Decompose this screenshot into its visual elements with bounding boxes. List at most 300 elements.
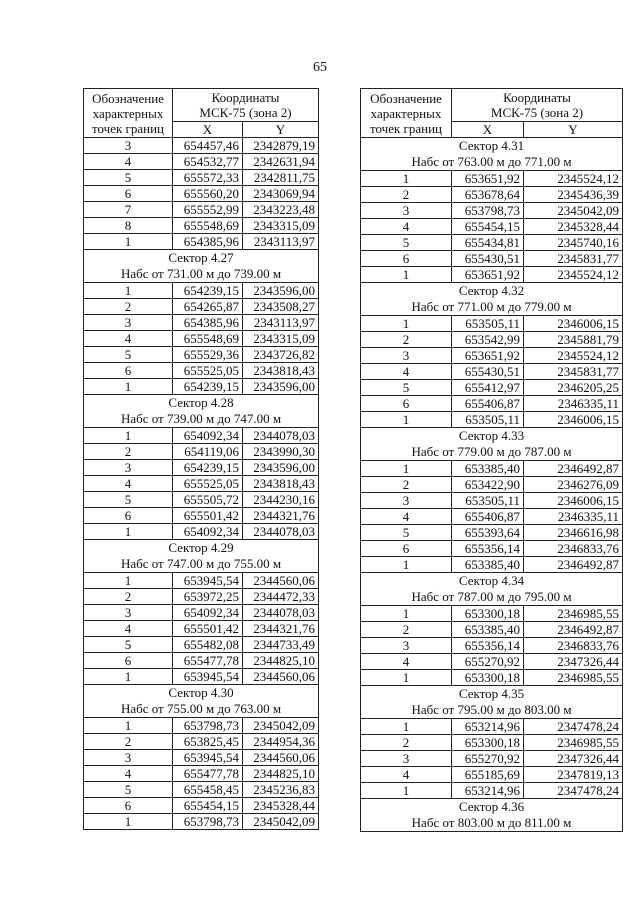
point-number: 3 (84, 138, 173, 154)
y-value: 2346833,76 (524, 638, 623, 654)
table-row (84, 718, 319, 734)
x-header: X (452, 122, 524, 138)
x-value: 653651,92 (452, 171, 524, 187)
y-value: 2343596,00 (243, 379, 319, 395)
y-value: 2344078,03 (243, 428, 319, 444)
point-number: 6 (84, 798, 173, 814)
y-value: 2343596,00 (243, 283, 319, 299)
sector-range: Набс от 763.00 м до 771.00 м (411, 154, 572, 169)
x-value: 653505,11 (452, 493, 524, 509)
sector-cell (361, 686, 623, 719)
point-number: 1 (84, 718, 173, 734)
x-value: 653422,90 (452, 477, 524, 493)
x-value: 654457,46 (173, 138, 243, 154)
y-value: 2344560,06 (243, 669, 319, 685)
x-value: 655525,05 (173, 476, 243, 492)
point-number: 2 (361, 735, 452, 751)
table-row (84, 476, 319, 492)
y-value: 2344560,06 (243, 750, 319, 766)
table-row (361, 332, 623, 348)
x-value: 653505,11 (452, 316, 524, 332)
x-value: 655412,97 (452, 380, 524, 396)
y-value: 2345042,09 (243, 718, 319, 734)
point-number: 3 (84, 750, 173, 766)
x-value: 655477,78 (173, 653, 243, 669)
table-row (84, 782, 319, 798)
point-number: 4 (361, 219, 452, 235)
table-row (361, 654, 623, 670)
table-row (84, 669, 319, 685)
table-row (361, 783, 623, 799)
point-number: 4 (84, 476, 173, 492)
point-number: 5 (84, 347, 173, 363)
x-value: 654092,34 (173, 605, 243, 621)
x-value: 655552,99 (173, 202, 243, 218)
y-header: Y (524, 122, 623, 138)
sector-cell (84, 540, 319, 573)
sector-title: Сектор 4.28 (168, 395, 234, 410)
point-number: 6 (84, 508, 173, 524)
sector-cell (84, 395, 319, 428)
x-value: 654532,77 (173, 154, 243, 170)
x-value: 655434,81 (452, 235, 524, 251)
x-value: 655477,78 (173, 766, 243, 782)
sector-title: Сектор 4.27 (168, 250, 234, 265)
y-value: 2343818,43 (243, 363, 319, 379)
sector-row (361, 428, 623, 461)
page-number: 65 (313, 60, 327, 75)
y-value: 2345236,83 (243, 782, 319, 798)
table-row (84, 363, 319, 379)
y-value: 2346335,11 (524, 509, 623, 525)
point-number: 1 (361, 783, 452, 799)
table-row (361, 525, 623, 541)
point-number: 1 (84, 234, 173, 250)
table-row (361, 219, 623, 235)
y-value: 2346985,55 (524, 670, 623, 686)
table-row (361, 493, 623, 509)
point-number: 2 (84, 299, 173, 315)
point-number: 7 (84, 202, 173, 218)
header-row (84, 89, 319, 122)
table-row (84, 766, 319, 782)
point-number: 2 (361, 332, 452, 348)
coordinates-table-left (83, 88, 319, 830)
x-value: 654092,34 (173, 428, 243, 444)
point-number: 6 (361, 396, 452, 412)
table-row (84, 508, 319, 524)
sector-row (361, 799, 623, 832)
y-value: 2345524,12 (524, 171, 623, 187)
x-value: 653798,73 (452, 203, 524, 219)
point-number: 1 (361, 267, 452, 283)
sector-title: Сектор 4.34 (458, 573, 525, 588)
table-row (361, 251, 623, 267)
header-line: Координаты (211, 90, 280, 105)
sector-range: Набс от 803.00 м до 811.00 м (411, 815, 572, 830)
header-line: точек границ (369, 120, 443, 136)
table-body-left (84, 89, 319, 830)
point-designation-header (84, 89, 173, 138)
x-value: 653825,45 (173, 734, 243, 750)
point-number: 1 (361, 461, 452, 477)
table-row (361, 509, 623, 525)
sector-title: Сектор 4.33 (458, 428, 525, 443)
point-number: 1 (84, 283, 173, 299)
x-value: 655529,36 (173, 347, 243, 363)
point-number: 3 (361, 638, 452, 654)
sector-row (84, 685, 319, 718)
coordinates-header (452, 89, 623, 122)
y-value: 2344321,76 (243, 508, 319, 524)
header-line: точек границ (91, 120, 165, 136)
y-value: 2342879,19 (243, 138, 319, 154)
sector-range: Набс от 755.00 м до 763.00 м (120, 701, 282, 716)
point-number: 5 (361, 380, 452, 396)
sector-row (361, 573, 623, 606)
y-value: 2345881,79 (524, 332, 623, 348)
point-number: 5 (361, 525, 452, 541)
y-value: 2343596,00 (243, 460, 319, 476)
table-row (84, 202, 319, 218)
y-value: 2345328,44 (243, 798, 319, 814)
point-number: 8 (84, 218, 173, 234)
table-row (84, 492, 319, 508)
table-row (84, 138, 319, 154)
x-value: 655560,20 (173, 186, 243, 202)
y-value: 2343113,97 (243, 234, 319, 250)
table-row (361, 735, 623, 751)
y-value: 2344560,06 (243, 573, 319, 589)
table-row (84, 331, 319, 347)
x-value: 655393,64 (452, 525, 524, 541)
y-value: 2343508,27 (243, 299, 319, 315)
y-value: 2346985,55 (524, 606, 623, 622)
sector-row (361, 138, 623, 171)
header-line: характерных (370, 105, 442, 121)
y-value: 2343315,09 (243, 331, 319, 347)
point-number: 4 (84, 621, 173, 637)
table-row (84, 653, 319, 669)
coordinates-header (173, 89, 319, 122)
sector-range: Набс от 787.00 м до 795.00 м (411, 589, 572, 604)
point-number: 3 (361, 203, 452, 219)
sector-title: Сектор 4.36 (458, 799, 525, 814)
point-number: 5 (84, 637, 173, 653)
x-header: X (173, 122, 243, 138)
y-value: 2345524,12 (524, 348, 623, 364)
y-value: 2346492,87 (524, 557, 623, 573)
table-row (84, 283, 319, 299)
point-number: 5 (361, 235, 452, 251)
x-value: 655501,42 (173, 621, 243, 637)
y-value: 2344472,33 (243, 589, 319, 605)
point-number: 5 (84, 492, 173, 508)
x-value: 655548,69 (173, 218, 243, 234)
x-value: 654385,96 (173, 234, 243, 250)
y-value: 2343990,30 (243, 444, 319, 460)
y-value: 2345831,77 (524, 251, 623, 267)
y-value: 2346492,87 (524, 622, 623, 638)
y-value: 2346833,76 (524, 541, 623, 557)
point-number: 1 (361, 171, 452, 187)
table-row (84, 154, 319, 170)
table-row (84, 814, 319, 830)
y-value: 2347326,44 (524, 654, 623, 670)
y-value: 2346006,15 (524, 412, 623, 428)
point-number: 3 (361, 493, 452, 509)
table-row (361, 364, 623, 380)
x-value: 653798,73 (173, 814, 243, 830)
sector-row (84, 540, 319, 573)
table-row (84, 315, 319, 331)
y-value: 2343818,43 (243, 476, 319, 492)
point-number: 4 (84, 331, 173, 347)
x-value: 653214,96 (452, 783, 524, 799)
sector-range: Набс от 747.00 м до 755.00 м (120, 556, 282, 571)
x-value: 655185,69 (452, 767, 524, 783)
y-header: Y (243, 122, 319, 138)
table-row (84, 299, 319, 315)
x-value: 653214,96 (452, 719, 524, 735)
y-value: 2345436,39 (524, 187, 623, 203)
y-value: 2347478,24 (524, 783, 623, 799)
y-value: 2346205,25 (524, 380, 623, 396)
point-number: 4 (361, 654, 452, 670)
sector-cell (84, 685, 319, 718)
x-value: 655406,87 (452, 509, 524, 525)
x-value: 653300,18 (452, 606, 524, 622)
table-row (361, 316, 623, 332)
header-line: МСК-75 (зона 2) (199, 105, 292, 120)
table-row (84, 186, 319, 202)
point-number: 1 (361, 412, 452, 428)
sector-cell (361, 428, 623, 461)
table-row (84, 347, 319, 363)
x-value: 655548,69 (173, 331, 243, 347)
x-value: 655458,45 (173, 782, 243, 798)
point-number: 1 (84, 669, 173, 685)
sector-title: Сектор 4.30 (168, 685, 234, 700)
table-row (84, 524, 319, 540)
x-value: 654239,15 (173, 283, 243, 299)
table-row (84, 218, 319, 234)
table-row (361, 203, 623, 219)
x-value: 653972,25 (173, 589, 243, 605)
y-value: 2343069,94 (243, 186, 319, 202)
point-number: 2 (361, 622, 452, 638)
table-row (84, 444, 319, 460)
point-number: 2 (361, 187, 452, 203)
point-number: 3 (84, 605, 173, 621)
point-number: 6 (84, 186, 173, 202)
sector-row (84, 395, 319, 428)
table-row (361, 412, 623, 428)
table-row (84, 637, 319, 653)
table-row (361, 751, 623, 767)
y-value: 2345328,44 (524, 219, 623, 235)
y-value: 2345524,12 (524, 267, 623, 283)
point-number: 4 (361, 364, 452, 380)
sector-range: Набс от 779.00 м до 787.00 м (411, 444, 572, 459)
header-line: Обозначение (92, 90, 164, 106)
x-value: 655572,33 (173, 170, 243, 186)
table-row (84, 589, 319, 605)
sector-title: Сектор 4.31 (458, 138, 525, 153)
x-value: 655430,51 (452, 364, 524, 380)
y-value: 2343315,09 (243, 218, 319, 234)
x-value: 654385,96 (173, 315, 243, 331)
table-row (84, 621, 319, 637)
table-row (84, 734, 319, 750)
table-row (361, 638, 623, 654)
y-value: 2346006,15 (524, 316, 623, 332)
header-line: Обозначение (370, 90, 442, 106)
y-value: 2344825,10 (243, 653, 319, 669)
x-value: 653385,40 (452, 622, 524, 638)
y-value: 2346985,55 (524, 735, 623, 751)
y-value: 2344954,36 (243, 734, 319, 750)
table-row (361, 622, 623, 638)
x-value: 655505,72 (173, 492, 243, 508)
x-value: 655482,08 (173, 637, 243, 653)
y-value: 2343223,48 (243, 202, 319, 218)
sector-range: Набс от 771.00 м до 779.00 м (411, 299, 572, 314)
table-row (84, 428, 319, 444)
x-value: 653300,18 (452, 735, 524, 751)
sector-cell (84, 250, 319, 283)
x-value: 655454,15 (452, 219, 524, 235)
point-number: 1 (361, 719, 452, 735)
table-row (84, 379, 319, 395)
point-number: 6 (84, 653, 173, 669)
x-value: 655356,14 (452, 638, 524, 654)
point-number: 1 (84, 814, 173, 830)
point-designation-header (361, 89, 452, 138)
table-row (84, 170, 319, 186)
point-number: 3 (361, 751, 452, 767)
point-number: 4 (84, 766, 173, 782)
table-row (361, 719, 623, 735)
y-value: 2347478,24 (524, 719, 623, 735)
point-number: 3 (84, 315, 173, 331)
table-row (84, 605, 319, 621)
x-value: 655406,87 (452, 396, 524, 412)
table-row (84, 234, 319, 250)
x-value: 653945,54 (173, 750, 243, 766)
y-value: 2346335,11 (524, 396, 623, 412)
x-value: 653385,40 (452, 557, 524, 573)
point-number: 2 (84, 589, 173, 605)
sector-title: Сектор 4.29 (168, 540, 234, 555)
header-row (361, 89, 623, 122)
x-value: 655525,05 (173, 363, 243, 379)
x-value: 654092,34 (173, 524, 243, 540)
x-value: 653798,73 (173, 718, 243, 734)
x-value: 653945,54 (173, 573, 243, 589)
x-value: 655430,51 (452, 251, 524, 267)
y-value: 2345042,09 (524, 203, 623, 219)
point-number: 1 (84, 573, 173, 589)
table-row (361, 396, 623, 412)
table-row (361, 380, 623, 396)
x-value: 654119,06 (173, 444, 243, 460)
table-row (361, 348, 623, 364)
sector-cell (361, 799, 623, 832)
sector-cell (361, 283, 623, 316)
table-row (361, 767, 623, 783)
table-row (361, 461, 623, 477)
point-number: 2 (84, 444, 173, 460)
point-number: 1 (84, 379, 173, 395)
point-number: 6 (84, 363, 173, 379)
table-row (84, 460, 319, 476)
point-number: 6 (361, 251, 452, 267)
point-number: 2 (361, 477, 452, 493)
point-number: 1 (361, 606, 452, 622)
y-value: 2346276,09 (524, 477, 623, 493)
table-row (361, 557, 623, 573)
header-line: характерных (92, 105, 164, 121)
sector-title: Сектор 4.32 (458, 283, 525, 298)
y-value: 2343726,82 (243, 347, 319, 363)
header-line: Координаты (503, 90, 571, 105)
y-value: 2344733,49 (243, 637, 319, 653)
table-row (84, 573, 319, 589)
y-value: 2345831,77 (524, 364, 623, 380)
table-row (361, 171, 623, 187)
table-row (361, 606, 623, 622)
x-value: 653505,11 (452, 412, 524, 428)
point-number: 1 (84, 524, 173, 540)
sector-title: Сектор 4.35 (458, 686, 525, 701)
point-number: 4 (84, 154, 173, 170)
x-value: 654265,87 (173, 299, 243, 315)
y-value: 2347819,13 (524, 767, 623, 783)
table-row (361, 477, 623, 493)
sector-row (361, 283, 623, 316)
y-value: 2343113,97 (243, 315, 319, 331)
y-value: 2344078,03 (243, 524, 319, 540)
sector-cell (361, 138, 623, 171)
sector-range: Набс от 731.00 м до 739.00 м (120, 266, 282, 281)
x-value: 653542,99 (452, 332, 524, 348)
y-value: 2347326,44 (524, 751, 623, 767)
sector-row (84, 250, 319, 283)
point-number: 1 (361, 557, 452, 573)
x-value: 653651,92 (452, 348, 524, 364)
x-value: 655270,92 (452, 654, 524, 670)
table-row (361, 541, 623, 557)
table-row (361, 235, 623, 251)
point-number: 3 (361, 348, 452, 364)
table-row (84, 798, 319, 814)
table-row (361, 267, 623, 283)
header-line: МСК-75 (зона 2) (490, 105, 584, 120)
x-value: 655501,42 (173, 508, 243, 524)
point-number: 1 (84, 428, 173, 444)
table-row (361, 187, 623, 203)
x-value: 654239,15 (173, 460, 243, 476)
point-number: 4 (361, 767, 452, 783)
x-value: 653945,54 (173, 669, 243, 685)
sector-range: Набс от 739.00 м до 747.00 м (120, 411, 282, 426)
y-value: 2344825,10 (243, 766, 319, 782)
point-number: 6 (361, 541, 452, 557)
point-number: 5 (84, 782, 173, 798)
sector-cell (361, 573, 623, 606)
x-value: 654239,15 (173, 379, 243, 395)
